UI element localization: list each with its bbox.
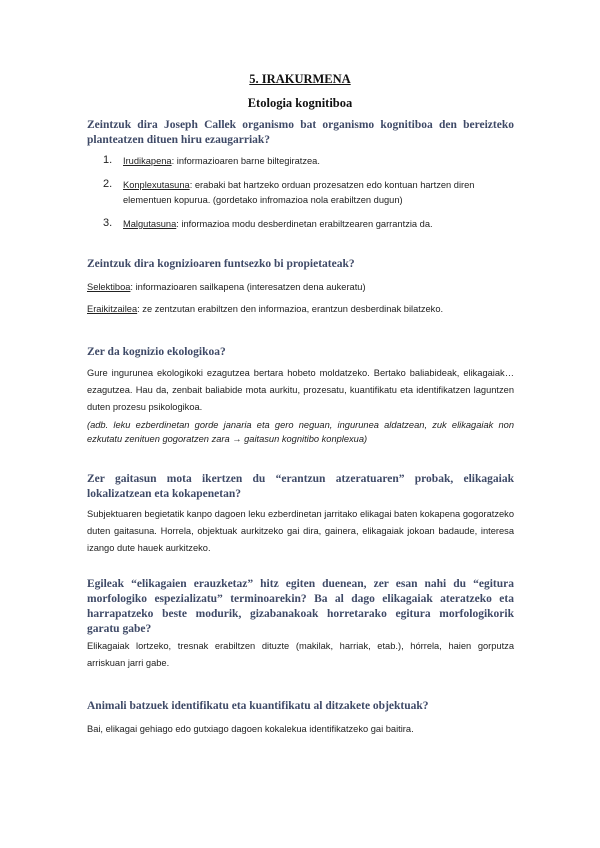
list-three-features: [87, 154, 514, 232]
answer-4: Subjektuaren begietatik kanpo dagoen leku ezberdinetan jarritako elikagai baten kokapena gogoratzeko duten gaitasuna. Horrela, objektuak aurkitzeko gai dira, gainera, elikagaiak jokoan badaude, interesa izango dute hauek aurkitzeko.: [87, 509, 514, 553]
question-3: Zer da kognizio ekologikoa?: [87, 346, 226, 358]
definition: : informazioaren sailkapena (interesatzen dena aukeratu): [130, 282, 366, 292]
definition: : informazioaren barne biltegiratzea.: [171, 156, 320, 166]
question-6: Animali batzuek identifikatu eta kuantifikatu al ditzakete objektuak?: [87, 700, 429, 712]
term: Konplexutasuna: [123, 180, 190, 190]
question-2: Zeintzuk dira kognizioaren funtsezko bi propietateak?: [87, 258, 355, 270]
question-1: Zeintzuk dira Joseph Callek organismo bat organismo kognitiboa den bereizteko planteatzen dituen hiru ezaugarriak?: [87, 119, 514, 146]
answer-6: Bai, elikagai gehiago edo gutxiago dagoen kokalekua identifikatzeko gai baitira.: [87, 724, 414, 734]
term: Malgutasuna: [123, 219, 177, 229]
property-selective: [87, 279, 514, 296]
page-subtitle: Etologia kognitiboa: [247, 96, 353, 110]
question-5: Egileak “elikagaien erauzketaz” hitz egiten duenean, zer esan nahi du “egitura morfologiko espezializatu” terminoarekin? Ba al dago elikagaiak ateratzeko eta harrapatzeko beste modurik, gizabanakoak horretarako egitura morfologikorik garatu gabe?: [87, 578, 514, 635]
list-item: [87, 217, 514, 232]
list-number: 1.: [103, 154, 113, 166]
list-number: 2.: [103, 178, 113, 190]
list-item: [87, 178, 514, 208]
definition: : informazioa modu desberdinetan erabiltzearen garrantzia da.: [176, 219, 433, 229]
definition: : ze zentzutan erabiltzen den informazioa, erantzun desberdinak bilatzeko.: [137, 304, 444, 314]
term: Irudikapena: [123, 156, 172, 166]
example-note: (adb. leku ezberdinetan gorde janaria eta gero neguan, ingurunea aldatzean, zuk elikagaiak non ezkutatu zenituen gogoratzen zara → gaitasun kognitibo konplexua): [87, 420, 514, 444]
term: Selektiboa: [87, 282, 131, 292]
question-4: Zer gaitasun mota ikertzen du “erantzun atzeratuaren” probak, elikagaiak lokalizatzean eta kokapenetan?: [87, 473, 514, 500]
list-item: [87, 154, 514, 169]
answer-3: Gure ingurunea ekologikoki ezagutzea bertara hobeto moldatzeko. Bertako baliabideak, elikagaiak… ezagutzea. Hau da, zenbait baliabide mota aurkitu, prozesatu, kuantifikatu eta identifikatzen laguntzen duten prozesu psikologikoa.: [87, 368, 514, 412]
definition: : erabaki bat hartzeko orduan prozesatzen edo kontuan hartzen diren elementuen kopurua. (gordetako infromazioa nola erabiltzen dugun): [123, 180, 475, 205]
term: Eraikitzailea: [87, 304, 138, 314]
property-constructive: [87, 301, 514, 318]
page-title: 5. IRAKURMENA: [249, 72, 351, 86]
answer-5: Elikagaiak lortzeko, tresnak erabiltzen dituzte (makilak, harriak, etab.), hórrela, haien gorputza arriskuan jarri gabe.: [87, 641, 514, 668]
list-number: 3.: [103, 217, 113, 229]
